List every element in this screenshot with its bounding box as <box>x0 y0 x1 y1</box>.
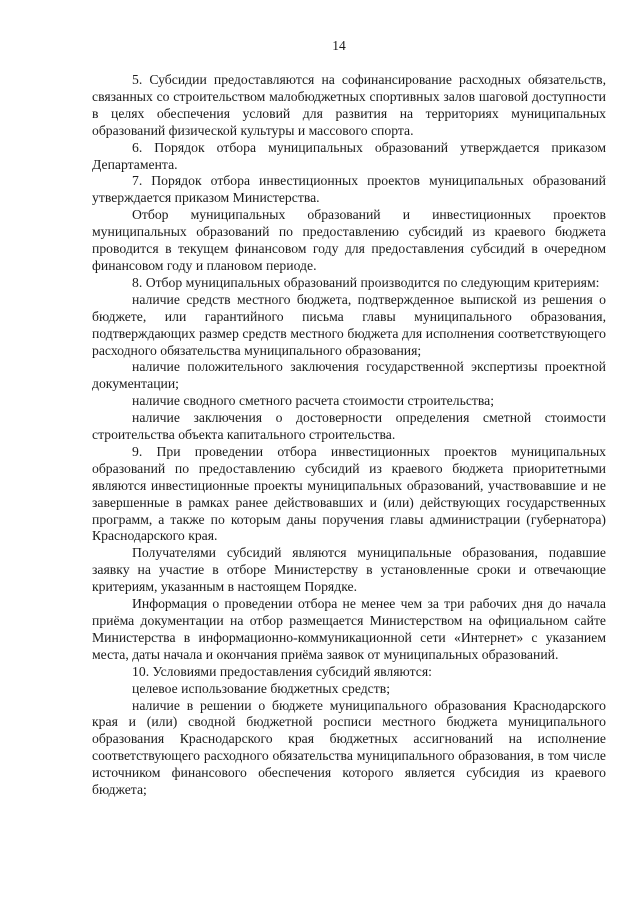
criterion-local-budget-funds: наличие средств местного бюджета, подтвержденное выпиской из решения о бюджете, или гарантийного письма главы муниципального образования, подтверждающих размер средств местного бюджета для исполнения соответствующего расходного обязательства муниципального образования; <box>92 291 606 358</box>
paragraph-10-conditions-intro: 10. Условиями предоставления субсидий являются: <box>132 663 432 679</box>
criterion-expertise-conclusion: наличие положительного заключения государственной экспертизы проектной документации; <box>92 359 606 392</box>
paragraph-8-criteria-intro: 8. Отбор муниципальных образований производится по следующим критериям: <box>132 274 600 290</box>
criterion-cost-estimate: наличие сводного сметного расчета стоимости строительства; <box>132 393 495 409</box>
paragraph-5-subsidies-purpose: 5. Субсидии предоставляются на софинансирование расходных обязательств, связанных со строительством малобюджетных спортивных залов шаговой доступности в целях обеспечения условий для развития на территориях муниципальных образований физической культуры и массового спорта. <box>92 72 606 138</box>
document-body <box>92 72 606 799</box>
condition-budget-allocations: наличие в решении о бюджете муниципального образования Краснодарского края и (или) сводной бюджетной росписи местного бюджета муниципального образования Краснодарского края бюджетных ассигнований на исполнение соответствующего расходного обязательства муниципального образования, в том числе источником финансового обеспечения которого является субсидия из краевого бюджета; <box>92 697 606 798</box>
page-number: 14 <box>332 38 346 53</box>
condition-targeted-use: целевое использование бюджетных средств; <box>132 680 390 696</box>
criterion-cost-reliability: наличие заключения о достоверности определения сметной стоимости строительства объекта капитального строительства. <box>92 410 606 443</box>
paragraph-subsidy-recipients: Получателями субсидий являются муниципальные образования, подавшие заявку на участие в отборе Министерству в установленные сроки и отвечающие критериям, указанным в настоящем Порядке. <box>92 545 606 595</box>
paragraph-9-priority-projects: 9. При проведении отбора инвестиционных проектов муниципальных образований по предоставлению субсидий из краевого бюджета приоритетными являются инвестиционные проекты муниципальных образований, участвовавшие и не завершенные в рамках ранее действовавших и (или) действующих государственных программ, а также по которым даны поручения главы администрации (губернатора) Краснодарского края. <box>92 443 606 544</box>
paragraph-7-project-selection-order: 7. Порядок отбора инвестиционных проектов муниципальных образований утверждается приказом Министерства. <box>92 173 606 206</box>
paragraph-selection-announcement: Информация о проведении отбора не менее чем за три рабочих дня до начала приёма документации на отбор размещается Министерством на официальном сайте Министерства в информационно-коммуникационной сети «Интернет» с указанием места, даты начала и окончания приёма заявок от муниципальных образований. <box>92 596 606 662</box>
paragraph-6-municipal-selection-order: 6. Порядок отбора муниципальных образований утверждается приказом Департамента. <box>92 139 606 172</box>
paragraph-selection-timing: Отбор муниципальных образований и инвестиционных проектов муниципальных образований по предоставлению субсидий из краевого бюджета проводится в текущем финансовом году для предоставления субсидий в очередном финансовом году и плановом периоде. <box>92 207 606 273</box>
